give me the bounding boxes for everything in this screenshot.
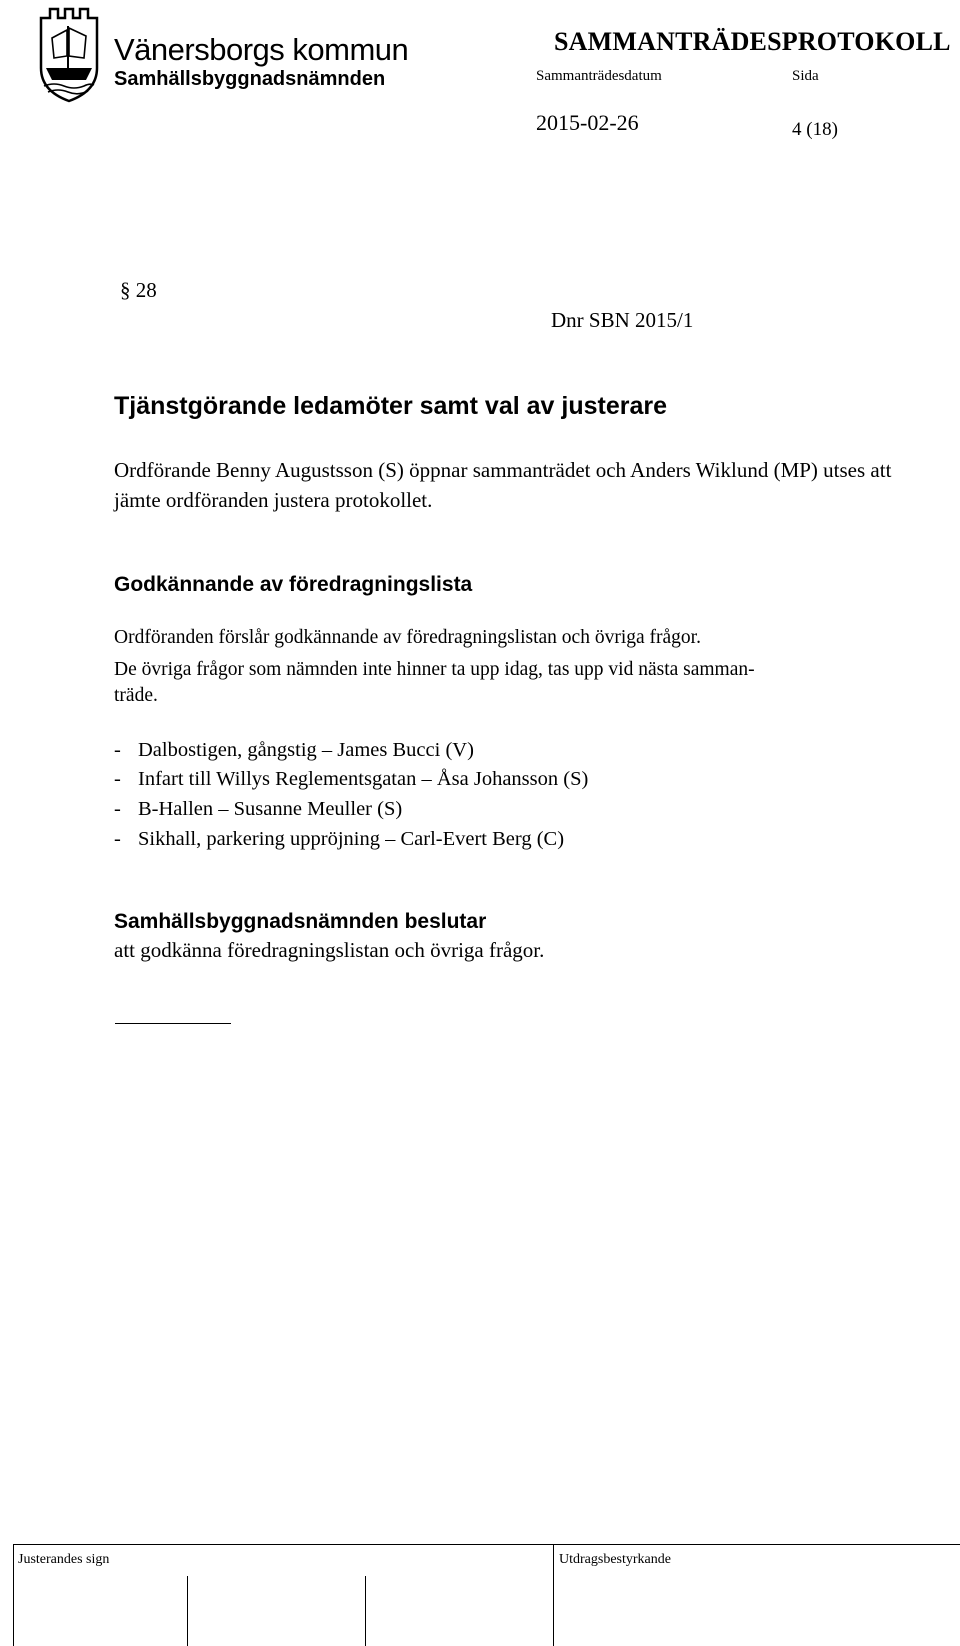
footer-divider (553, 1544, 554, 1646)
signature-divider (187, 1576, 188, 1646)
list-dash: - (114, 828, 121, 850)
agenda-list-item (114, 828, 564, 851)
footer-rule (13, 1544, 960, 1545)
agenda-item-text: Sikhall, parkering uppröjning – Carl-Evert Berg (C) (138, 828, 565, 850)
meeting-date: 2015-02-26 (536, 110, 639, 135)
date-label: Sammanträdesdatum (536, 68, 662, 84)
agenda-list-item (114, 798, 402, 821)
list-dash: - (114, 768, 121, 790)
section-title: Tjänstgörande ledamöter samt val av justerare (114, 392, 667, 420)
page-number: 4 (18) (792, 119, 838, 140)
agenda-item-text: Dalbostigen, gångstig – James Bucci (V) (138, 739, 474, 761)
footer-divider (13, 1544, 14, 1646)
agenda-item-text: B-Hallen – Susanne Meuller (S) (138, 798, 403, 820)
intro-text: Ordförande Benny Augustsson (S) öppnar sammanträdet och Anders Wiklund (MP) utses att jämte ordföranden justera protokollet. (114, 458, 892, 512)
decision-text: att godkänna föredragningslistan och övriga frågor. (114, 938, 545, 962)
signature-divider (365, 1576, 366, 1646)
department-name: Samhällsbyggnadsnämnden (114, 68, 386, 90)
signature-label: Justerandes sign (18, 1552, 110, 1567)
document-type: SAMMANTRÄDESPROTOKOLL (554, 27, 951, 56)
case-number: Dnr SBN 2015/1 (551, 308, 694, 332)
agenda-list-item (114, 739, 474, 762)
page-label: Sida (792, 68, 819, 84)
agenda-text-line: träde. (114, 685, 158, 706)
agenda-item-text: Infart till Willys Reglementsgatan – Åsa Johansson (S) (138, 768, 589, 790)
decision-heading: Samhällsbyggnadsnämnden beslutar (114, 910, 487, 933)
agenda-heading: Godkännande av föredragningslista (114, 573, 473, 596)
agenda-text-line: De övriga frågor som nämnden inte hinner ta upp idag, tas upp vid nästa samman- (114, 659, 755, 680)
agenda-list-item (114, 768, 588, 791)
coat-of-arms-icon (38, 6, 100, 104)
list-dash: - (114, 739, 121, 761)
end-rule (115, 1023, 231, 1024)
agenda-text-line: Ordföranden förslår godkännande av föredragningslistan och övriga frågor. (114, 627, 701, 648)
list-dash: - (114, 798, 121, 820)
organization-name: Vänersborgs kommun (114, 32, 409, 67)
paragraph-number: § 28 (120, 278, 157, 302)
certification-label: Utdragsbestyrkande (559, 1552, 671, 1567)
